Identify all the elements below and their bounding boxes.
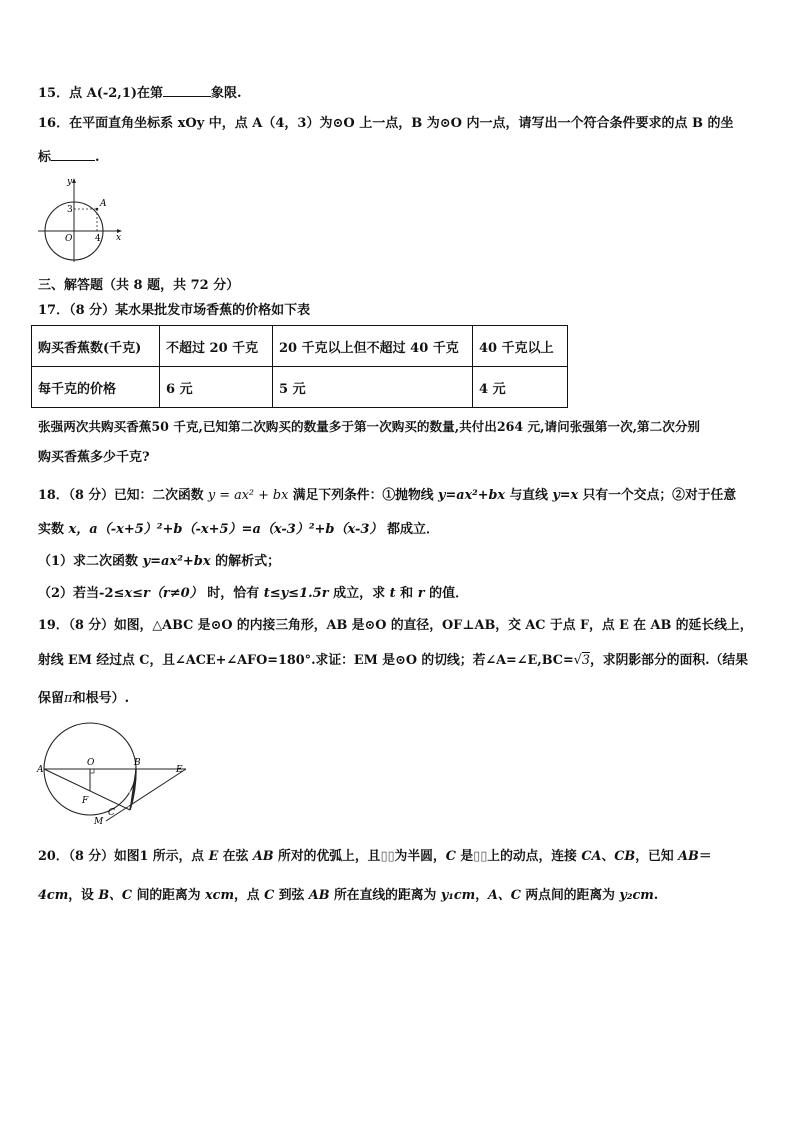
- text: 所在直线的距离为: [329, 888, 441, 903]
- origin-label: O: [65, 234, 73, 244]
- formula: CA: [581, 849, 602, 864]
- table-cell: 不超过 20 千克: [160, 326, 273, 367]
- table-cell: 20 千克以上但不超过 40 千克: [273, 326, 473, 367]
- formula: t: [389, 586, 396, 601]
- formula: AB: [308, 888, 330, 903]
- formula: CB: [614, 849, 636, 864]
- q15-text: 15．点 A(-2,1)在第: [38, 86, 164, 101]
- question-19-line2: [38, 652, 748, 670]
- text: 和: [395, 586, 418, 601]
- question-19-line3: [38, 690, 129, 708]
- text: 18．（8 分）已知：二次函数: [38, 488, 208, 503]
- formula: 4cm: [38, 888, 69, 903]
- text: 、: [601, 849, 615, 864]
- formula: A、C: [487, 888, 521, 903]
- text: ，求阴影部分的面积.（结果: [589, 653, 749, 668]
- q19-circle-figure: [36, 723, 192, 827]
- text: ，: [475, 888, 488, 903]
- table-cell: 每千克的价格: [32, 367, 160, 408]
- text: 到弦: [274, 888, 309, 903]
- x-axis-label: x: [116, 233, 122, 243]
- text: 射线 EM 经过点 C，且∠ACE+∠AFO=180°.求证：EM 是⊙O 的切线；若∠A=∠E,BC=: [38, 653, 574, 668]
- question-16-line2: [38, 148, 100, 167]
- table-cell: 6 元: [160, 367, 273, 408]
- missing-glyph: ▯▯: [380, 849, 395, 864]
- formula: xcm: [205, 888, 234, 903]
- tick-3-label: 3: [67, 205, 73, 215]
- q16-prefix: 标: [38, 150, 52, 165]
- text: 与直线: [505, 488, 553, 503]
- question-17-body-line1: 张强两次共购买香蕉50 千克,已知第二次购买的数量多于第一次购买的数量,共付出264 元,请问张强第一次,第二次分别: [38, 419, 701, 434]
- text: .: [653, 888, 659, 903]
- question-19-line1: 19．（8 分）如图，△ABC 是⊙O 的内接三角形，AB 是⊙O 的直径，OF⊥AB，交 AC 于点 F，点 E 在 AB 的延长线上，: [38, 618, 753, 633]
- question-20-line2: [38, 887, 658, 905]
- answer-blank: [51, 148, 95, 161]
- y-axis-label: y: [67, 177, 73, 187]
- formula: AB: [678, 849, 699, 864]
- q15-suffix: 象限.: [211, 86, 242, 101]
- question-18-part1: [38, 553, 280, 571]
- text: 间的距离为: [132, 888, 206, 903]
- missing-glyph: ▯▯: [473, 849, 488, 864]
- point-e-label: E: [176, 765, 183, 775]
- text: 两点间的距离为: [520, 888, 620, 903]
- point-f-label: F: [82, 796, 89, 806]
- text: 和根号）.: [72, 691, 130, 706]
- point-o-label: O: [87, 758, 95, 768]
- point-c-label: C: [108, 808, 115, 818]
- pi-symbol: π: [64, 691, 73, 706]
- question-15: [38, 84, 242, 103]
- formula: x≤r（r≠0）: [124, 586, 203, 601]
- formula: y=x: [552, 488, 579, 503]
- point-m-label: M: [94, 817, 104, 827]
- formula: C: [445, 849, 456, 864]
- text: ，设: [68, 888, 99, 903]
- formula: y=ax²+bx: [438, 488, 506, 503]
- formula: y₂cm: [619, 888, 654, 903]
- text: 上的动点，连接: [487, 849, 582, 864]
- question-17-body-line2: 购买香蕉多少千克?: [38, 450, 150, 465]
- table-cell: 40 千克以上: [473, 326, 568, 367]
- text: ，点: [234, 888, 265, 903]
- q16-circle-figure: [36, 174, 126, 264]
- text: 时，恰有: [202, 586, 264, 601]
- formula: t≤y≤1.5r: [263, 586, 329, 601]
- text: 成立，求: [328, 586, 390, 601]
- formula: y = ax² + bx: [208, 488, 289, 503]
- point-a-label: A: [100, 199, 107, 209]
- table-header-row: [32, 326, 568, 367]
- text: （2）若当-2≤: [38, 586, 125, 601]
- text: 的值．: [424, 586, 469, 601]
- table-cell: 5 元: [273, 367, 473, 408]
- text: ，已知: [635, 849, 679, 864]
- formula: AB: [252, 849, 274, 864]
- formula: E: [208, 849, 219, 864]
- formula: r: [417, 586, 425, 601]
- formula: B、C: [98, 888, 133, 903]
- text: ＝: [698, 849, 712, 864]
- section-heading: 三、解答题（共 8 题，共 72 分）: [38, 278, 240, 293]
- text: 满足下列条件：①抛物线: [288, 488, 439, 503]
- tick-4-label: 4: [95, 234, 101, 244]
- price-table: [31, 325, 568, 408]
- point-a-label: A: [37, 765, 44, 775]
- formula: C: [264, 888, 275, 903]
- q16-suffix: .: [95, 150, 100, 165]
- formula: y=ax²+bx: [142, 554, 211, 569]
- text: 为半圆，: [394, 849, 446, 864]
- text: 都成立．: [382, 522, 439, 537]
- sqrt-value: 3: [581, 653, 590, 668]
- question-18-line1: [38, 487, 736, 505]
- table-cell: 4 元: [473, 367, 568, 408]
- question-20-line1: [38, 848, 712, 866]
- text: 在弦: [218, 849, 253, 864]
- question-18-line2: [38, 521, 439, 539]
- sqrt-symbol: √: [573, 653, 582, 668]
- formula: x，a（-x+5）²+b（-x+5）=a（x-3）²+b（x-3）: [68, 522, 383, 537]
- table-row: [32, 367, 568, 408]
- text: 20．（8 分）如图1 所示，点: [38, 849, 209, 864]
- question-18-part2: [38, 585, 468, 603]
- point-b-label: B: [134, 758, 141, 768]
- text: 的解析式；: [210, 554, 281, 569]
- text: 保留: [38, 691, 65, 706]
- table-cell: 购买香蕉数(千克): [32, 326, 160, 367]
- text: （1）求二次函数: [38, 554, 143, 569]
- formula: y₁cm: [440, 888, 476, 903]
- answer-blank: [163, 84, 211, 97]
- question-17-title: 17．（8 分）某水果批发市场香蕉的价格如下表: [38, 303, 311, 318]
- text: 只有一个交点；②对于任意: [578, 488, 737, 503]
- text: 是: [455, 849, 474, 864]
- text: 所对的优弧上，且: [273, 849, 381, 864]
- text: 实数: [38, 522, 69, 537]
- question-16-line1: 16．在平面直角坐标系 xOy 中，点 A（4，3）为⊙O 上一点，B 为⊙O 内一点，请写出一个符合条件要求的点 B 的坐: [38, 116, 734, 131]
